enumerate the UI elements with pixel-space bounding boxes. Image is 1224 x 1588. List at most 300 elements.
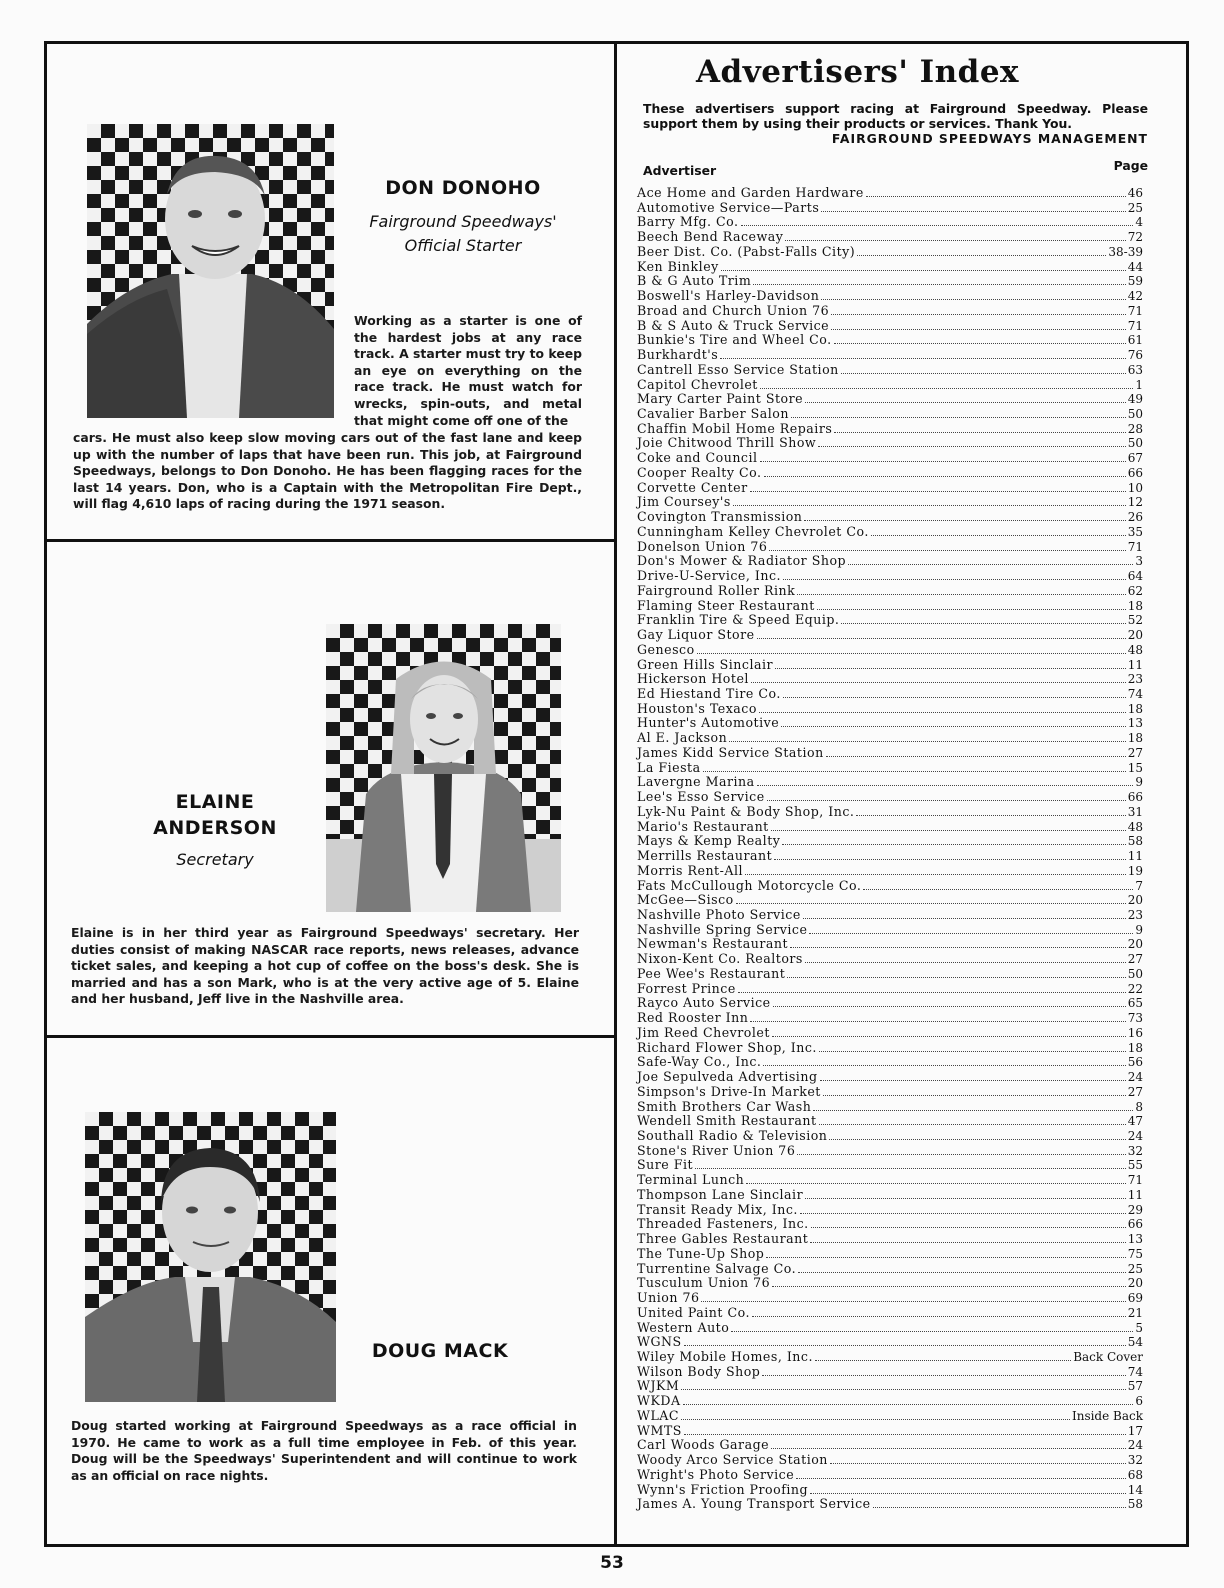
advertiser-page: Back Cover: [1073, 1350, 1143, 1365]
dot-leader: [809, 932, 1133, 934]
advertiser-name: Thompson Lane Sinclair: [637, 1186, 804, 1202]
advertiser-name: Genesco: [637, 641, 695, 657]
list-item: [637, 908, 1143, 923]
advertiser-name: Cantrell Esso Service Station: [637, 361, 839, 377]
list-item: [637, 186, 1143, 201]
list-item: [637, 1203, 1143, 1218]
advertiser-name: B & G Auto Trim: [637, 273, 752, 289]
advertiser-page: 71: [1127, 303, 1143, 318]
advertiser-page: 74: [1127, 1364, 1143, 1379]
list-item: [637, 613, 1143, 628]
dot-leader: [697, 652, 1126, 654]
dot-leader: [764, 475, 1126, 477]
dot-leader: [810, 1492, 1126, 1494]
advertiser-page: 9: [1135, 922, 1143, 937]
don-donoho-photo: [87, 124, 334, 418]
dot-leader: [774, 858, 1126, 860]
advertiser-page: 17: [1127, 1423, 1143, 1438]
list-item: [637, 436, 1143, 451]
dot-leader: [803, 917, 1126, 919]
advertiser-name: Merrills Restaurant: [637, 848, 773, 864]
advertiser-name: Jim Reed Chevrolet: [637, 1024, 770, 1040]
advertiser-name: Wendell Smith Restaurant: [637, 1113, 817, 1129]
advertiser-name: Automotive Service—Parts: [637, 199, 820, 215]
dot-leader: [787, 976, 1125, 978]
list-item: [637, 716, 1143, 731]
dot-leader: [703, 770, 1126, 772]
dot-leader: [736, 902, 1126, 904]
dot-leader: [695, 1167, 1126, 1169]
list-item: [637, 996, 1143, 1011]
dot-leader: [760, 460, 1126, 462]
dot-leader: [805, 961, 1126, 963]
dot-leader: [819, 1050, 1126, 1052]
dot-leader: [683, 1403, 1134, 1405]
dot-leader: [771, 829, 1126, 831]
advertiser-name: Cunningham Kelley Chevrolet Co.: [637, 523, 869, 539]
advertiser-name: Mary Carter Paint Store: [637, 391, 804, 407]
advertiser-page: 72: [1127, 230, 1143, 245]
list-item: [637, 554, 1143, 569]
advertiser-name: Carl Woods Garage: [637, 1437, 770, 1453]
profile-name: DON DONOHO: [385, 177, 541, 199]
advertiser-page: 24: [1127, 1070, 1143, 1085]
advertiser-name: Burkhardt's: [637, 347, 719, 363]
list-item: [637, 1409, 1143, 1424]
dot-leader: [811, 1226, 1126, 1228]
dot-leader: [753, 283, 1125, 285]
dot-leader: [800, 1212, 1126, 1214]
advertiser-name: Three Gables Restaurant: [637, 1231, 809, 1247]
dot-leader: [750, 490, 1126, 492]
list-item: [637, 1158, 1143, 1173]
list-item: [637, 1321, 1143, 1336]
advertiser-page: 22: [1127, 981, 1143, 996]
dot-leader: [871, 534, 1126, 536]
list-item: [637, 422, 1143, 437]
dot-leader: [769, 549, 1125, 551]
advertiser-name: The Tune-Up Shop: [637, 1245, 765, 1261]
dot-leader: [720, 357, 1126, 359]
advertiser-page: 32: [1127, 1143, 1143, 1158]
advertiser-page: 1: [1135, 377, 1143, 392]
list-item: [637, 1232, 1143, 1247]
list-item: [637, 245, 1143, 260]
profile-title: [340, 210, 586, 258]
advertiser-page: 21: [1127, 1305, 1143, 1320]
advertiser-name: Don's Mower & Radiator Shop: [637, 553, 847, 569]
dot-leader: [866, 195, 1126, 197]
list-item: [637, 702, 1143, 717]
page-number: 53: [600, 1553, 624, 1573]
list-item: [637, 731, 1143, 746]
advertiser-page: 29: [1127, 1202, 1143, 1217]
list-item: [637, 1173, 1143, 1188]
advertiser-name: Forrest Prince: [637, 980, 736, 996]
advertiser-page: 35: [1127, 524, 1143, 539]
advertiser-name: Nashville Spring Service: [637, 921, 808, 937]
list-item: [637, 687, 1143, 702]
list-item: [637, 1438, 1143, 1453]
advertiser-name: Green Hills Sinclair: [637, 656, 774, 672]
dot-leader: [746, 1182, 1125, 1184]
advertiser-page: 46: [1127, 186, 1143, 200]
column-divider: [614, 44, 617, 1544]
column-header-advertiser: Advertiser: [643, 163, 717, 178]
list-item: [637, 363, 1143, 378]
advertiser-page: 42: [1127, 289, 1143, 304]
dot-leader: [738, 991, 1126, 993]
advertiser-page: 63: [1127, 362, 1143, 377]
advertiser-page: 28: [1127, 421, 1143, 436]
advertiser-name: Hickerson Hotel: [637, 671, 749, 687]
advertiser-name: Houston's Texaco: [637, 700, 757, 716]
list-item: [637, 215, 1143, 230]
list-item: [637, 1379, 1143, 1394]
advertiser-page: 6: [1135, 1394, 1143, 1409]
list-item: [637, 820, 1143, 835]
dot-leader: [750, 1020, 1125, 1022]
advertiser-name: Gay Liquor Store: [637, 627, 755, 643]
profile-name-line: ELAINE: [175, 791, 255, 813]
dot-leader: [751, 681, 1126, 683]
advertiser-page: 55: [1127, 1158, 1143, 1173]
dot-leader: [805, 401, 1126, 403]
list-item: [637, 1468, 1143, 1483]
dot-leader: [741, 224, 1134, 226]
profile-bio: Doug started working at Fairground Speedways as a race official in 1970. He came to work as a full time employee in Feb. of this year. Doug will be the Speedways' Superintendent and will continue to work as an official on race nights.: [71, 1418, 577, 1483]
dot-leader: [797, 1153, 1125, 1155]
advertiser-page: 64: [1127, 569, 1143, 584]
list-item: [637, 319, 1143, 334]
advertiser-page: 49: [1127, 392, 1143, 407]
list-item: [637, 333, 1143, 348]
dot-leader: [826, 755, 1126, 757]
advertiser-name: Nashville Photo Service: [637, 906, 801, 922]
advertiser-page: 71: [1127, 318, 1143, 333]
advertiser-name: Hunter's Automotive: [637, 715, 780, 731]
advertiser-name: Smith Brothers Car Wash: [637, 1098, 812, 1114]
advertiser-page: 32: [1127, 1453, 1143, 1468]
advertiser-name: United Paint Co.: [637, 1304, 750, 1320]
dot-leader: [830, 1462, 1126, 1464]
advertiser-name: WKDA: [637, 1393, 681, 1409]
advertiser-name: Lavergne Marina: [637, 774, 755, 790]
list-item: [637, 746, 1143, 761]
advertiser-name: Ace Home and Garden Hardware: [637, 185, 864, 200]
list-item: [637, 1483, 1143, 1498]
advertiser-page: 56: [1127, 1055, 1143, 1070]
advertiser-name: Flaming Steer Restaurant: [637, 597, 815, 613]
advertiser-name: Transit Ready Mix, Inc.: [637, 1201, 798, 1217]
dot-leader: [766, 1256, 1125, 1258]
index-intro: These advertisers support racing at Fairground Speedway. Please support them by using their products or services. Thank You.: [643, 101, 1148, 131]
advertiser-name: Ken Binkley: [637, 258, 719, 274]
advertiser-page: 71: [1127, 539, 1143, 554]
advertiser-name: Rayco Auto Service: [637, 995, 771, 1011]
advertiser-page: 20: [1127, 893, 1143, 908]
list-item: [637, 1262, 1143, 1277]
list-item: [637, 1041, 1143, 1056]
list-item: [637, 540, 1143, 555]
advertiser-page: 50: [1127, 966, 1143, 981]
dot-leader: [818, 445, 1126, 447]
dot-leader: [782, 843, 1125, 845]
list-item: [637, 982, 1143, 997]
dot-leader: [834, 431, 1125, 433]
advertiser-name: Union 76: [637, 1290, 700, 1306]
dot-leader: [775, 667, 1126, 669]
advertiser-page: 76: [1127, 348, 1143, 363]
advertiser-page: 74: [1127, 686, 1143, 701]
advertiser-name: Corvette Center: [637, 479, 748, 495]
advertiser-page: 48: [1127, 642, 1143, 657]
list-item: [637, 481, 1143, 496]
advertiser-name: Terminal Lunch: [637, 1172, 745, 1188]
list-item: [637, 1026, 1143, 1041]
list-item: [637, 1497, 1143, 1512]
advertiser-name: Mario's Restaurant: [637, 818, 769, 834]
dot-leader: [681, 1418, 1070, 1420]
list-item: [637, 392, 1143, 407]
profile-bio: Elaine is in her third year as Fairground Speedways' secretary. Her duties consist of making NASCAR race reports, news releases, advance ticket sales, and keeping a hot cup of coffee on the boss's desk. She is married and has a son Mark, who is at the very active age of 5. Elaine and her husband, Jeff live in the Nashville area.: [71, 925, 579, 1007]
dot-leader: [757, 637, 1126, 639]
advertiser-name: Barry Mfg. Co.: [637, 214, 739, 230]
advertiser-page: 68: [1127, 1467, 1143, 1482]
section-divider: [47, 539, 614, 542]
advertiser-page: 58: [1127, 1497, 1143, 1512]
list-item: [637, 1011, 1143, 1026]
dot-leader: [831, 313, 1126, 315]
advertiser-name: Ed Hiestand Tire Co.: [637, 685, 781, 701]
advertiser-page: 3: [1135, 554, 1143, 569]
list-item: [637, 599, 1143, 614]
profile-bio-top: Working as a starter is one of the hardest jobs at any race track. A starter must try to keep an eye on everything on the race track. He must watch for wrecks, spin-outs, and metal that might come off one of the: [354, 313, 582, 428]
dot-leader: [797, 593, 1125, 595]
list-item: [637, 1453, 1143, 1468]
advertiser-name: Fats McCullough Motorcycle Co.: [637, 877, 862, 893]
advertiser-list: [637, 186, 1143, 1512]
advertiser-page: 25: [1127, 200, 1143, 215]
advertiser-name: Al E. Jackson: [637, 730, 728, 746]
advertiser-page: 50: [1127, 407, 1143, 422]
advertiser-name: Joie Chitwood Thrill Show: [637, 435, 817, 451]
list-item: [637, 1276, 1143, 1291]
advertiser-name: Bunkie's Tire and Wheel Co.: [637, 332, 832, 348]
advertiser-page: 8: [1135, 1099, 1143, 1114]
advertiser-name: Capitol Chevrolet: [637, 376, 758, 392]
advertiser-name: Franklin Tire & Speed Equip.: [637, 612, 840, 628]
advertiser-page: 11: [1127, 849, 1143, 864]
advertiser-name: Mays & Kemp Realty: [637, 833, 781, 849]
dot-leader: [804, 519, 1125, 521]
dot-leader: [834, 342, 1126, 344]
advertiser-page: 31: [1127, 804, 1143, 819]
advertiser-page: 50: [1127, 436, 1143, 451]
advertiser-name: Nixon-Kent Co. Realtors: [637, 951, 803, 967]
list-item: [637, 1306, 1143, 1321]
dot-leader: [821, 210, 1125, 212]
advertiser-page: 7: [1135, 878, 1143, 893]
advertiser-name: WGNS: [637, 1334, 682, 1350]
advertiser-page: 58: [1127, 834, 1143, 849]
advertiser-page: 48: [1127, 819, 1143, 834]
column-header-page: Page: [1113, 158, 1148, 173]
list-item: [637, 923, 1143, 938]
advertiser-page: 18: [1127, 701, 1143, 716]
dot-leader: [783, 696, 1126, 698]
profile-title-line: Official Starter: [404, 236, 522, 255]
advertiser-page: 65: [1127, 996, 1143, 1011]
list-item: [637, 1144, 1143, 1159]
advertiser-name: Jim Coursey's: [637, 494, 731, 510]
list-item: [637, 849, 1143, 864]
dot-leader: [721, 269, 1126, 271]
list-item: [637, 304, 1143, 319]
advertiser-name: Cavalier Barber Salon: [637, 406, 789, 422]
list-item: [637, 466, 1143, 481]
dot-leader: [684, 1433, 1126, 1435]
advertiser-name: WLAC: [637, 1407, 680, 1423]
advertiser-page: 69: [1127, 1291, 1143, 1306]
dot-leader: [681, 1388, 1125, 1390]
list-item: [637, 672, 1143, 687]
list-item: [637, 584, 1143, 599]
advertiser-page: 57: [1127, 1379, 1143, 1394]
list-item: [637, 1365, 1143, 1380]
dot-leader: [752, 1315, 1126, 1317]
dot-leader: [810, 1241, 1125, 1243]
dot-leader: [848, 563, 1133, 565]
advertiser-page: 54: [1127, 1335, 1143, 1350]
advertiser-name: Richard Flower Shop, Inc.: [637, 1039, 817, 1055]
advertiser-name: McGee—Sisco: [637, 892, 734, 908]
advertiser-name: Pee Wee's Restaurant: [637, 965, 786, 981]
dot-leader: [841, 372, 1126, 374]
profile-title-line: Fairground Speedways': [369, 212, 557, 231]
advertiser-page: 15: [1127, 760, 1143, 775]
list-item: [637, 937, 1143, 952]
dot-leader: [733, 504, 1126, 506]
advertiser-name: Woody Arco Service Station: [637, 1452, 828, 1468]
advertiser-page: 18: [1127, 598, 1143, 613]
advertiser-page: 67: [1127, 451, 1143, 466]
dot-leader: [781, 725, 1126, 727]
dot-leader: [772, 1035, 1126, 1037]
list-item: [637, 378, 1143, 393]
dot-leader: [791, 416, 1126, 418]
advertiser-name: Southall Radio & Television: [637, 1128, 828, 1143]
elaine-anderson-photo: [326, 624, 561, 912]
dot-leader: [815, 1359, 1071, 1361]
advertiser-name: Wright's Photo Service: [637, 1466, 795, 1482]
dot-leader: [863, 888, 1133, 890]
advertiser-page: 47: [1127, 1114, 1143, 1129]
dot-leader: [796, 1477, 1126, 1479]
dot-leader: [857, 254, 1106, 256]
list-item: [637, 1100, 1143, 1115]
advertiser-page: 52: [1127, 613, 1143, 628]
dot-leader: [798, 1271, 1126, 1273]
advertiser-page: 11: [1127, 1187, 1143, 1202]
advertiser-page: 20: [1127, 628, 1143, 643]
dot-leader: [805, 1197, 1126, 1199]
list-item: [637, 628, 1143, 643]
advertiser-page: 18: [1127, 731, 1143, 746]
list-item: [637, 451, 1143, 466]
list-item: [637, 1291, 1143, 1306]
advertiser-name: Boswell's Harley-Davidson: [637, 288, 820, 304]
advertiser-page: 4: [1135, 215, 1143, 230]
advertiser-page: 44: [1127, 259, 1143, 274]
advertiser-name: Covington Transmission: [637, 509, 803, 525]
advertiser-page: 71: [1127, 1173, 1143, 1188]
list-item: [637, 761, 1143, 776]
advertiser-name: Tusculum Union 76: [637, 1275, 771, 1291]
advertiser-name: Wilson Body Shop: [637, 1363, 761, 1379]
dot-leader: [783, 578, 1126, 580]
advertiser-page: 59: [1127, 274, 1143, 289]
advertiser-name: Turrentine Salvage Co.: [637, 1260, 797, 1276]
advertiser-name: Lyk-Nu Paint & Body Shop, Inc.: [637, 803, 855, 819]
advertiser-page: 62: [1127, 583, 1143, 598]
list-item: [637, 834, 1143, 849]
dot-leader: [819, 1123, 1126, 1125]
dot-leader: [745, 873, 1126, 875]
dot-leader: [771, 1447, 1126, 1449]
advertiser-name: Joe Sepulveda Advertising: [637, 1069, 818, 1085]
advertiser-name: Beer Dist. Co. (Pabst-Falls City): [637, 243, 856, 259]
dot-leader: [873, 1506, 1126, 1508]
dot-leader: [760, 387, 1133, 389]
list-item: [637, 952, 1143, 967]
advertiser-name: La Fiesta: [637, 759, 701, 775]
list-item: [637, 510, 1143, 525]
list-item: [637, 1247, 1143, 1262]
dot-leader: [762, 1374, 1125, 1376]
advertiser-page: 11: [1127, 657, 1143, 672]
dot-leader: [820, 1079, 1126, 1081]
advertiser-page: 38-39: [1108, 244, 1143, 259]
advertiser-name: WMTS: [637, 1422, 682, 1438]
list-item: [637, 1055, 1143, 1070]
advertiser-name: Fairground Roller Rink: [637, 582, 796, 598]
advertiser-page: 19: [1127, 863, 1143, 878]
advertiser-name: Coke and Council: [637, 450, 758, 466]
advertiser-page: 20: [1127, 937, 1143, 952]
list-item: [637, 525, 1143, 540]
advertiser-page: 5: [1135, 1320, 1143, 1335]
advertiser-page: 16: [1127, 1025, 1143, 1040]
dot-leader: [790, 946, 1126, 948]
list-item: [637, 864, 1143, 879]
advertiser-name: Safe-Way Co., Inc.: [637, 1054, 762, 1070]
dot-leader: [763, 1064, 1125, 1066]
advertiser-page: 24: [1127, 1129, 1143, 1143]
list-item: [637, 348, 1143, 363]
advertiser-page: 66: [1127, 1217, 1143, 1232]
list-item: [637, 775, 1143, 790]
list-item: [637, 1188, 1143, 1203]
dot-leader: [701, 1300, 1125, 1302]
advertiser-page: 26: [1127, 510, 1143, 525]
dot-leader: [856, 814, 1125, 816]
advertiser-page: 27: [1127, 952, 1143, 967]
advertiser-page: 27: [1127, 1084, 1143, 1099]
dot-leader: [785, 239, 1125, 241]
list-item: [637, 658, 1143, 673]
advertiser-page: 13: [1127, 716, 1143, 731]
